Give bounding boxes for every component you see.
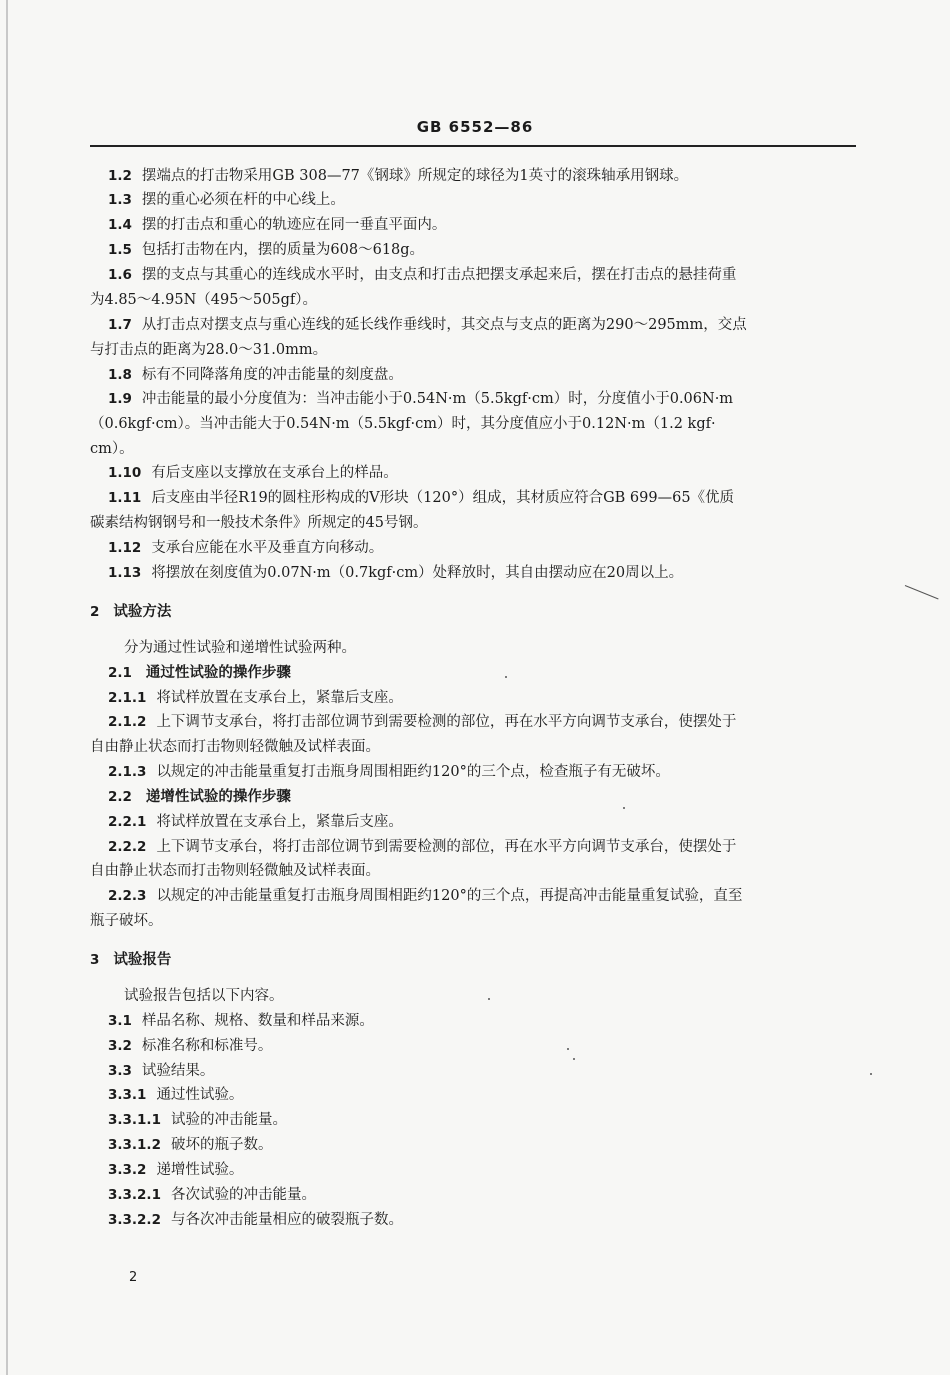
clause-text: 自由静止状态而打击物则轻微触及试样表面。 xyxy=(90,863,380,879)
clause-number: 3.3.1 xyxy=(108,1087,147,1103)
section-2-heading xyxy=(90,602,860,622)
clause-number: 3.3.2.2 xyxy=(108,1212,161,1228)
clause-1-3 xyxy=(90,190,878,210)
clause-text: 摆端点的打击物采用GB 308—77《钢球》所规定的球径为1英寸的滚珠轴承用钢球。 xyxy=(141,168,689,184)
clause-1-12 xyxy=(90,538,878,558)
clause-number: 1.12 xyxy=(108,540,142,556)
clause-number: 3.3.2.1 xyxy=(108,1187,161,1203)
clause-number: 1.4 xyxy=(108,217,132,233)
section-title: 试验报告 xyxy=(113,952,172,968)
clause-2-2-3 xyxy=(90,886,878,906)
section-number: 2.1 xyxy=(108,665,132,681)
clause-text: 将试样放置在支承台上，紧靠后支座。 xyxy=(156,690,403,706)
clause-1-11-cont xyxy=(90,513,860,533)
clause-number: 2.1.2 xyxy=(108,714,147,730)
clause-2-1-2 xyxy=(90,712,878,732)
clause-number: 1.10 xyxy=(108,465,142,481)
clause-3-2 xyxy=(90,1036,878,1056)
clause-number: 1.3 xyxy=(108,192,132,208)
clause-1-9-cont xyxy=(90,414,860,434)
clause-text: 各次试验的冲击能量。 xyxy=(170,1187,316,1203)
section-2-intro xyxy=(90,638,894,658)
clause-text: 与各次冲击能量相应的破裂瓶子数。 xyxy=(170,1212,403,1228)
clause-text: 标有不同降落角度的冲击能量的刻度盘。 xyxy=(141,367,403,383)
section-title: 递增性试验的操作步骤 xyxy=(145,789,291,805)
clause-1-9-cont2 xyxy=(90,439,860,459)
clause-number: 2.2.3 xyxy=(108,888,147,904)
clause-number: 2.2.1 xyxy=(108,814,147,830)
section-3-intro xyxy=(90,986,894,1006)
clause-1-13 xyxy=(90,563,878,583)
clause-1-2 xyxy=(90,166,878,186)
clause-number: 3.3.1.1 xyxy=(108,1112,161,1128)
clause-number: 3.3.2 xyxy=(108,1162,147,1178)
clause-3-1 xyxy=(90,1011,878,1031)
clause-text: 摆的打击点和重心的轨迹应在同一垂直平面内。 xyxy=(141,217,447,233)
clause-2-2-1 xyxy=(90,812,878,832)
clause-1-11 xyxy=(90,488,878,508)
clause-text: 摆的支点与其重心的连线成水平时，由支点和打击点把摆支承起来后，摆在打击点的悬挂荷重 xyxy=(141,267,737,283)
clause-number: 1.2 xyxy=(108,168,132,184)
clause-number: 1.13 xyxy=(108,565,142,581)
clause-number: 1.7 xyxy=(108,317,132,333)
clause-text: 从打击点对摆支点与重心连线的延长线作垂线时，其交点与支点的距离为290～295mm，交点 xyxy=(141,317,747,333)
clause-text: 支承台应能在水平及垂直方向移动。 xyxy=(151,540,384,556)
clause-1-4 xyxy=(90,215,878,235)
clause-number: 1.11 xyxy=(108,490,142,506)
clause-3-3-2-1 xyxy=(90,1185,878,1205)
scan-speck xyxy=(623,807,625,809)
clause-text: cm）。 xyxy=(90,441,134,457)
subsection-2-1-heading xyxy=(90,663,878,683)
clause-number: 2.2.2 xyxy=(108,839,147,855)
clause-text: 后支座由半径R19的圆柱形构成的V形块（120°）组成，其材质应符合GB 699—65《优质 xyxy=(151,490,735,506)
clause-text: 自由静止状态而打击物则轻微触及试样表面。 xyxy=(90,739,380,755)
clause-text: 冲击能量的最小分度值为：当冲击能小于0.54N·m（5.5kgf·cm）时，分度值小于0.06N·m xyxy=(141,391,734,407)
clause-text: 与打击点的距离为28.0～31.0mm。 xyxy=(90,342,328,358)
clause-2-2-2-cont xyxy=(90,861,860,881)
section-number: 2 xyxy=(90,604,100,620)
clause-text: 递增性试验。 xyxy=(156,1162,244,1178)
clause-text: 有后支座以支撑放在支承台上的样品。 xyxy=(151,465,398,481)
clause-text: 上下调节支承台，将打击部位调节到需要检测的部位，再在水平方向调节支承台，使摆处于 xyxy=(156,839,737,855)
clause-2-2-3-cont xyxy=(90,911,860,931)
clause-1-9 xyxy=(90,389,878,409)
clause-text: 试验的冲击能量。 xyxy=(170,1112,287,1128)
clause-number: 3.1 xyxy=(108,1013,132,1029)
clause-text: 上下调节支承台，将打击部位调节到需要检测的部位，再在水平方向调节支承台，使摆处于 xyxy=(156,714,737,730)
clause-3-3-2 xyxy=(90,1160,878,1180)
scan-speck xyxy=(488,998,490,1000)
clause-number: 1.6 xyxy=(108,267,132,283)
clause-2-1-1 xyxy=(90,688,878,708)
clause-1-6 xyxy=(90,265,878,285)
section-3-heading xyxy=(90,950,860,970)
clause-number: 3.2 xyxy=(108,1038,132,1054)
clause-text: 将摆放在刻度值为0.07N·m（0.7kgf·cm）处释放时，其自由摆动应在20周以上。 xyxy=(151,565,684,581)
page-number: 2 xyxy=(129,1270,138,1285)
clause-text: 摆的重心必须在杆的中心线上。 xyxy=(141,192,345,208)
clause-text: 样品名称、规格、数量和样品来源。 xyxy=(141,1013,374,1029)
clause-1-8 xyxy=(90,365,878,385)
scan-scratch-mark xyxy=(905,585,939,599)
scan-speck xyxy=(870,1073,872,1075)
clause-number: 1.9 xyxy=(108,391,132,407)
clause-number: 3.3 xyxy=(108,1063,132,1079)
clause-text: 瓶子破坏。 xyxy=(90,913,163,929)
section-number: 3 xyxy=(90,952,100,968)
paragraph-text: 试验报告包括以下内容。 xyxy=(124,988,284,1004)
clause-number: 1.8 xyxy=(108,367,132,383)
clause-text: 通过性试验。 xyxy=(156,1087,244,1103)
clause-text: 以规定的冲击能量重复打击瓶身周围相距约120°的三个点，检查瓶子有无破坏。 xyxy=(156,764,670,780)
clause-3-3-2-2 xyxy=(90,1210,878,1230)
clause-text: 碳素结构钢钢号和一般技术条件》所规定的45号钢。 xyxy=(90,515,428,531)
paragraph-text: 分为通过性试验和递增性试验两种。 xyxy=(124,640,356,656)
scan-speck xyxy=(567,1048,569,1050)
clause-2-2-2 xyxy=(90,837,878,857)
clause-number: 2.1.1 xyxy=(108,690,147,706)
clause-text: 为4.85～4.95N（495～505gf）。 xyxy=(90,292,318,308)
clause-2-1-2-cont xyxy=(90,737,860,757)
clause-text: 将试样放置在支承台上，紧靠后支座。 xyxy=(156,814,403,830)
clause-3-3-1-1 xyxy=(90,1110,878,1130)
section-number: 2.2 xyxy=(108,789,132,805)
clause-text: 破坏的瓶子数。 xyxy=(170,1137,273,1153)
clause-1-6-cont xyxy=(90,290,860,310)
scan-speck xyxy=(505,676,507,678)
clause-1-7-cont xyxy=(90,340,860,360)
clause-3-3-1-2 xyxy=(90,1135,878,1155)
standard-header: GB 6552—86 xyxy=(416,118,534,136)
clause-1-5 xyxy=(90,240,878,260)
clause-number: 3.3.1.2 xyxy=(108,1137,161,1153)
clause-1-7 xyxy=(90,315,878,335)
clause-number: 1.5 xyxy=(108,242,132,258)
clause-text: 包括打击物在内，摆的质量为608～618g。 xyxy=(141,242,425,258)
scan-left-edge xyxy=(6,0,8,1375)
clause-text: 试验结果。 xyxy=(141,1063,215,1079)
subsection-2-2-heading xyxy=(90,787,878,807)
section-title: 通过性试验的操作步骤 xyxy=(145,665,291,681)
clause-3-3-1 xyxy=(90,1085,878,1105)
clause-text: 标准名称和标准号。 xyxy=(141,1038,273,1054)
clause-text: （0.6kgf·cm）。当冲击能大于0.54N·m（5.5kgf·cm）时，其分度值应小于0.12N·m（1.2 kgf· xyxy=(90,416,716,432)
clause-2-1-3 xyxy=(90,762,878,782)
header-rule xyxy=(90,145,856,147)
clause-3-3 xyxy=(90,1061,878,1081)
clause-number: 2.1.3 xyxy=(108,764,147,780)
scan-speck xyxy=(573,1058,575,1060)
section-title: 试验方法 xyxy=(113,604,172,620)
clause-1-10 xyxy=(90,463,878,483)
clause-text: 以规定的冲击能量重复打击瓶身周围相距约120°的三个点，再提高冲击能量重复试验，直至 xyxy=(156,888,743,904)
